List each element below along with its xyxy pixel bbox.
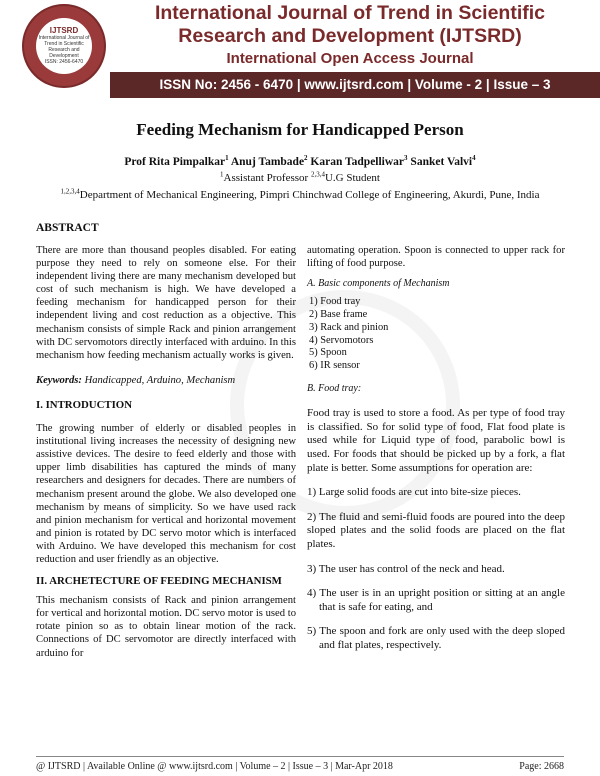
- components-heading: A. Basic components of Mechanism: [307, 278, 450, 290]
- architecture-heading: II. ARCHETECTURE OF FEEDING MECHANISM: [36, 575, 282, 588]
- assumption-item: 5) The spoon and fork are only used with the deep sloped and flat plates, respectively.: [307, 625, 565, 651]
- left-column: [36, 244, 296, 660]
- abstract-heading: ABSTRACT: [36, 222, 99, 234]
- author-name: Sanket Valvi: [410, 156, 473, 168]
- list-item: 3) Rack and pinion: [309, 321, 389, 333]
- list-item: 2) Base frame: [309, 309, 368, 321]
- assumption-item: 3) The user has control of the neck and head.: [307, 562, 505, 575]
- page-number: Page: 2668: [519, 761, 564, 772]
- author-roles: $^1$Assistant Professor $^{2,3,4}$U.G Student: [220, 170, 380, 184]
- intro-heading: I. INTRODUCTION: [36, 398, 132, 411]
- journal-title: International Journal of Trend in Scientific Research and Development (IJTSRD): [154, 2, 546, 47]
- author-name: Anuj Tambade: [230, 156, 305, 168]
- affiliation: $^{1,2,3,4}$Department of Mechanical Engineering, Pimpri Chinchwad College of Engineering, Akurdi, Pune, India: [60, 187, 540, 201]
- journal-header: [0, 0, 600, 98]
- author-name: Karan Tadpelliwar: [310, 156, 405, 168]
- issn-bar: ISSN No: 2456 - 6470 | www.ijtsrd.com | Volume - 2 | Issue – 3: [110, 72, 600, 98]
- footer-citation: @ IJTSRD | Available Online @ www.ijtsrd.com | Volume – 2 | Issue – 3 | Mar-Apr 2018: [36, 761, 393, 772]
- food-tray-heading: B. Food tray:: [307, 383, 362, 395]
- list-item: 5) Spoon: [309, 347, 347, 359]
- keywords: Keywords: Handicapped, Arduino, Mechanism: [36, 374, 236, 386]
- list-item: 1) Food tray: [309, 296, 361, 308]
- components-list: [307, 296, 565, 373]
- right-column: [307, 244, 565, 652]
- assumption-item: 2) The fluid and semi-fluid foods are poured into the deep sloped plates and the solid foods are placed on the flat plates.: [307, 510, 565, 550]
- assumption-item: 4) The user is in an upright position or sitting at an angle that is safe for eating, and: [307, 587, 565, 613]
- architecture-text-continued: automating operation. Spoon is connected to upper rack for lifting of food purpose.: [307, 245, 565, 270]
- architecture-text: This mechanism consists of Rack and pinion arrangement for vertical and horizontal motion. DC servo motor is used to rotate pinion so as to obtain linear motion of the rack. Connections of DC servomotor are directly interfaced with arduino for: [36, 595, 296, 659]
- abstract-text: There are more than thousand peoples disabled. For eating purpose they need to rely on someone else. For their independent living there are many mechanism developed but cost of such mechanism is high. We have developed a feeding mechanism for handicapped person for their independent living and cost reduction as a objective. This mechanism consists of simple Rack and pinion arrangement with DC servomotors directly interfaced with arduino. In this mechanism how feeding mechanism actually works is given.: [36, 245, 296, 361]
- author-list: Prof Rita Pimpalkar$^1$ Anuj Tambade$^2$ Karan Tadpelliwar$^3$ Sanket Valvi$^4$: [124, 154, 476, 168]
- journal-logo: IJTSRD International Journal of Trend in Scientific Research and Development ISSN: 2456-6470: [22, 4, 106, 88]
- list-item: 4) Servomotors: [309, 334, 374, 346]
- assumption-item: 1) Large solid foods are cut into bite-size pieces.: [307, 486, 521, 499]
- journal-subtitle: International Open Access Journal: [226, 50, 474, 67]
- intro-text: The growing number of elderly or disabled peoples in institutional living increases the necessity of designing new assistive devices. The desire to feed elderly and those with upper limb disabilities has captured the minds of many researchers and designers for decades. There are numbers of mechanism present around the globe. We also developed one mechanism by means of simplicity. So we have used rack and pinion mechanism for vertical and horizontal movement and pinion is rotated by DC servo motor which is interfaced with Arduino. We have developed this mechanism for cost reduction and user friendly as an objective.: [36, 423, 296, 565]
- author-name: Prof Rita Pimpalkar: [124, 156, 226, 168]
- page-footer: [36, 756, 564, 772]
- food-tray-text: Food tray is used to store a food. As per type of food tray is classified. So for solid type of food, Flat food plate is used while for Liquid type of food, parabolic bowl is used. For foods that should be picked up by a fork, a flat plate is better. Some assumptions for operation are:: [307, 407, 565, 474]
- list-item: 6) IR sensor: [309, 360, 360, 372]
- paper-title: Feeding Mechanism for Handicapped Person: [136, 120, 464, 139]
